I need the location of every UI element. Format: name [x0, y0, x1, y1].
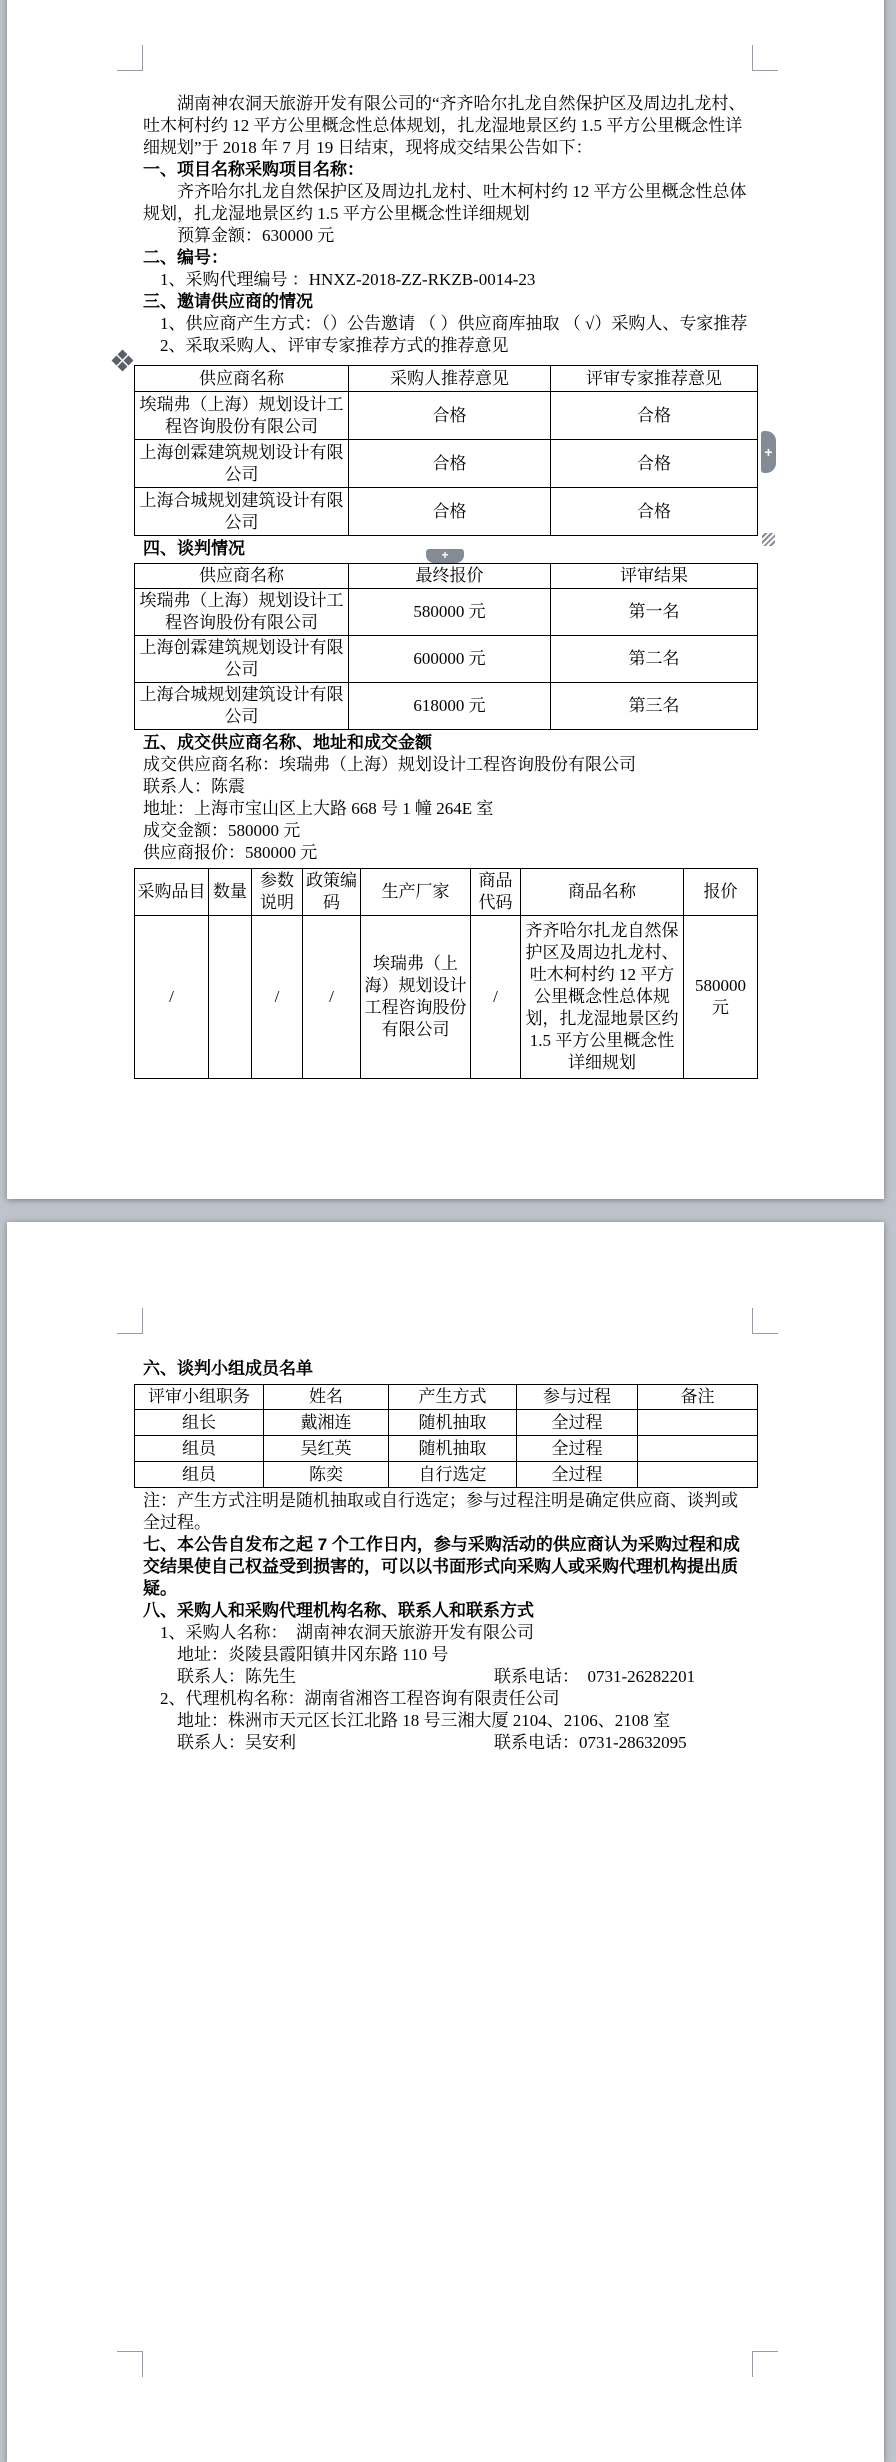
winner-contact-line: 联系人：陈震	[143, 777, 245, 796]
margin-mark-bottom-right	[752, 2351, 778, 2377]
table-row	[135, 440, 758, 488]
table-row	[135, 1436, 758, 1462]
agency-code-line: 1、采购代理编号 ：HNXZ-2018-ZZ-RKZB-0014-23	[160, 270, 536, 289]
table-cell: 齐齐哈尔扎龙自然保护区及周边扎龙村、吐木柯村约 12 平方公里概念性总体规划，扎龙湿地景区约 1.5 平方公里概念性详细规划	[521, 916, 684, 1079]
column-header: 生产厂家	[361, 869, 471, 916]
column-header: 评审专家推荐意见	[551, 366, 758, 392]
table-cell: 组长	[135, 1410, 264, 1436]
purchaser-phone: 联系电话： 0731-26282201	[494, 1667, 696, 1686]
table-row	[135, 1462, 758, 1488]
table-cell: 随机抽取	[389, 1436, 517, 1462]
insert-column-button[interactable]: +	[761, 431, 776, 473]
margin-mark-top-right	[752, 45, 778, 71]
column-header: 供应商名称	[135, 564, 349, 589]
document-page-2	[7, 1222, 884, 2462]
margin-mark-bottom-left	[117, 2351, 143, 2377]
table-cell: 上海合城规划建筑设计有限公司	[135, 488, 349, 536]
agent-name-line: 2、代理机构名称：湖南省湘咨工程咨询有限责任公司	[160, 1689, 560, 1708]
panel-table-wrap	[143, 1384, 752, 1488]
section-6-title: 六、谈判小组成员名单	[143, 1359, 313, 1378]
column-header: 参数说明	[252, 869, 303, 916]
agent-contact-line	[143, 1732, 752, 1754]
column-header: 报价	[684, 869, 758, 916]
table-cell: 580000 元	[349, 589, 551, 636]
insert-row-button[interactable]: +	[426, 549, 464, 563]
section-4-title: 四、谈判情况	[143, 539, 245, 558]
header-row	[135, 564, 758, 589]
agent-address-line: 地址：株洲市天元区长江北路 18 号三湘大厦 2104、2106、2108 室	[177, 1711, 670, 1730]
table-cell: 600000 元	[349, 636, 551, 683]
table-row	[135, 392, 758, 440]
table-cell: 全过程	[517, 1410, 638, 1436]
purchaser-name-line: 1、采购人名称： 湖南神农洞天旅游开发有限公司	[160, 1623, 534, 1642]
page-2-content	[143, 1222, 752, 1754]
column-header: 评审结果	[551, 564, 758, 589]
column-header: 姓名	[264, 1385, 389, 1410]
margin-mark-top-left	[117, 1308, 143, 1334]
table-cell: 618000 元	[349, 683, 551, 730]
column-header: 参与过程	[517, 1385, 638, 1410]
recommend-table	[134, 365, 758, 536]
section-7-paragraph: 七、本公告自发布之起 7 个工作日内，参与采购活动的供应商认为采购过程和成交结果使自己权益受到损害的，可以以书面形式向采购人或采购代理机构提出质疑。	[143, 1535, 740, 1598]
column-header: 最终报价	[349, 564, 551, 589]
section-1-title: 一、项目名称采购项目名称：	[143, 160, 364, 179]
table-cell: 组员	[135, 1436, 264, 1462]
panel-table	[134, 1384, 758, 1488]
table-row	[135, 683, 758, 730]
column-header: 采购人推荐意见	[349, 366, 551, 392]
table-cell: 合格	[551, 392, 758, 440]
table-cell	[638, 1410, 758, 1436]
budget-line: 预算金额：630000 元	[177, 226, 335, 245]
header-row	[135, 366, 758, 392]
table-cell	[638, 1436, 758, 1462]
table-cell: 合格	[349, 488, 551, 536]
table-cell: /	[252, 916, 303, 1079]
table-cell: 随机抽取	[389, 1410, 517, 1436]
table-move-handle-icon[interactable]	[113, 351, 133, 371]
purchaser-contact: 联系人：陈先生	[177, 1667, 296, 1686]
supplier-quote-line: 供应商报价：580000 元	[143, 843, 318, 862]
table-cell: 戴湘连	[264, 1410, 389, 1436]
agent-phone: 联系电话：0731-28632095	[494, 1733, 687, 1752]
table-cell: /	[471, 916, 521, 1079]
table-cell: 第二名	[551, 636, 758, 683]
note-paragraph: 注：产生方式注明是随机抽取或自行选定；参与过程注明是确定供应商、谈判或全过程。	[143, 1491, 738, 1532]
column-header: 数量	[209, 869, 252, 916]
table-cell	[209, 916, 252, 1079]
table-cell: 合格	[349, 440, 551, 488]
section-5-title: 五、成交供应商名称、地址和成交金额	[143, 733, 432, 752]
table-cell: 埃瑞弗（上海）规划设计工程咨询股份有限公司	[135, 589, 349, 636]
table-resize-handle[interactable]	[762, 533, 775, 546]
table-cell: 埃瑞弗（上海）规划设计工程咨询股份有限公司	[135, 392, 349, 440]
negotiation-table	[134, 563, 758, 730]
margin-mark-top-left	[117, 45, 143, 71]
purchaser-address-line: 地址：炎陵县霞阳镇井冈东路 110 号	[177, 1645, 449, 1664]
table-cell: 580000 元	[684, 916, 758, 1079]
column-header: 备注	[638, 1385, 758, 1410]
table-row	[135, 488, 758, 536]
winner-name-line: 成交供应商名称：埃瑞弗（上海）规划设计工程咨询股份有限公司	[143, 755, 636, 774]
table-row	[135, 589, 758, 636]
table-cell: 全过程	[517, 1462, 638, 1488]
recommend-title-line: 2、采取采购人、评审专家推荐方式的推荐意见	[160, 336, 509, 355]
winner-address-line: 地址：上海市宝山区上大路 668 号 1 幢 264E 室	[143, 799, 494, 818]
table-cell: 上海合城规划建筑设计有限公司	[135, 683, 349, 730]
table-cell: 全过程	[517, 1436, 638, 1462]
table-row	[135, 636, 758, 683]
header-row	[135, 869, 758, 916]
table-cell: 吴红英	[264, 1436, 389, 1462]
negotiation-table-wrap	[139, 563, 752, 730]
page-1-content	[137, 0, 773, 1081]
goods-table	[134, 868, 758, 1079]
column-header: 采购品目	[135, 869, 209, 916]
section-3-title: 三、邀请供应商的情况	[143, 292, 313, 311]
table-cell: 第三名	[551, 683, 758, 730]
goods-table-wrap	[137, 868, 752, 1079]
table-cell: /	[303, 916, 361, 1079]
header-row	[135, 1385, 758, 1410]
table-cell	[638, 1462, 758, 1488]
table-cell: 上海创霖建筑规划设计有限公司	[135, 636, 349, 683]
column-header: 供应商名称	[135, 366, 349, 392]
purchaser-contact-line	[143, 1666, 752, 1688]
deal-amount-line: 成交金额：580000 元	[143, 821, 301, 840]
column-header: 产生方式	[389, 1385, 517, 1410]
table-cell: 自行选定	[389, 1462, 517, 1488]
column-header: 商品名称	[521, 869, 684, 916]
column-header: 评审小组职务	[135, 1385, 264, 1410]
table-cell: 陈奕	[264, 1462, 389, 1488]
table-cell: 合格	[551, 488, 758, 536]
table-cell: /	[135, 916, 209, 1079]
section-2-title: 二、编号：	[143, 248, 228, 267]
document-page-1	[7, 0, 884, 1199]
agent-contact: 联系人：吴安利	[177, 1733, 296, 1752]
table-cell: 组员	[135, 1462, 264, 1488]
table-cell: 第一名	[551, 589, 758, 636]
table-row	[135, 1410, 758, 1436]
section-8-title: 八、采购人和采购代理机构名称、联系人和联系方式	[143, 1601, 534, 1620]
project-name-paragraph: 齐齐哈尔扎龙自然保护区及周边扎龙村、吐木柯村约 12 平方公里概念性总体规划，扎龙湿地景区约 1.5 平方公里概念性详细规划	[143, 182, 747, 223]
table-cell: 埃瑞弗（上海）规划设计工程咨询股份有限公司	[361, 916, 471, 1079]
column-header: 政策编码	[303, 869, 361, 916]
table-row	[135, 916, 758, 1079]
supplier-method-line: 1、供应商产生方式：（）公告邀请 （ ）供应商库抽取 （ √）采购人、专家推荐	[160, 314, 748, 333]
column-header: 商品代码	[471, 869, 521, 916]
intro-paragraph: 湖南神农洞天旅游开发有限公司的“齐齐哈尔扎龙自然保护区及周边扎龙村、吐木柯村约 12 平方公里概念性总体规划，扎龙湿地景区约 1.5 平方公里概念性详细规划”于 2018 年 7 月 19 日结束，现将成交结果公告如下：	[143, 94, 746, 157]
margin-mark-top-right	[752, 1308, 778, 1334]
table-cell: 合格	[551, 440, 758, 488]
table-cell: 上海创霖建筑规划设计有限公司	[135, 440, 349, 488]
table-cell: 合格	[349, 392, 551, 440]
